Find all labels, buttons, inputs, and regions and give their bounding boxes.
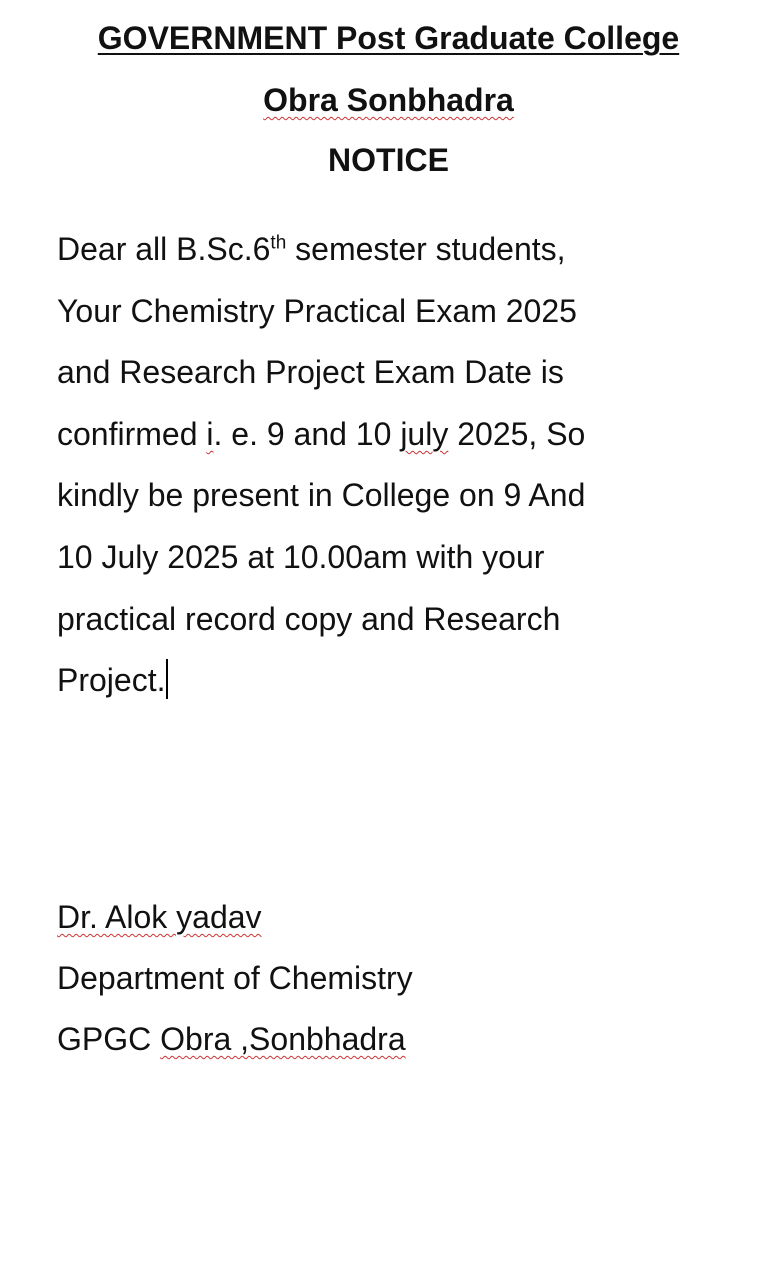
body-line-7: practical record copy and Research	[57, 600, 561, 637]
college-place-text: Obra Sonbhadra	[263, 82, 514, 118]
notice-title-text: NOTICE	[328, 142, 449, 178]
body-line-8-text: Project.	[57, 662, 166, 699]
body-line-6: 10 July 2025 at 10.00am with your	[57, 538, 545, 575]
signatory-name: Dr. Alok yadav	[57, 899, 262, 935]
college-place	[0, 80, 777, 120]
spellcheck-word-july: july	[400, 415, 449, 452]
college-title	[0, 18, 777, 58]
institution-abbrev: GPGC	[57, 1021, 161, 1057]
body-line-1	[57, 219, 757, 281]
body-line-1-start: Dear all B.Sc.6	[57, 231, 271, 267]
institution-location: Obra ,Sonbhadra	[160, 1021, 406, 1057]
body-line-4-c: . e. 9 and 10	[213, 415, 401, 452]
body-line-5: kindly be present in College on 9 And	[57, 477, 586, 514]
body-line-4	[57, 404, 757, 466]
ordinal-suffix: th	[270, 232, 287, 254]
notice-body	[57, 219, 757, 712]
notice-title	[0, 140, 777, 180]
spellcheck-word-i: i	[206, 415, 214, 452]
body-line-1-end: semester students,	[286, 231, 566, 267]
college-title-text: GOVERNMENT Post Graduate College	[97, 20, 680, 56]
signatory-department: Department of Chemistry	[57, 960, 413, 996]
signatory-institution	[57, 1009, 757, 1070]
body-line-2: Your Chemistry Practical Exam 2025	[57, 292, 577, 329]
body-line-8[interactable]	[57, 650, 757, 712]
body-line-4-e: 2025, So	[448, 415, 586, 452]
signature-block	[57, 887, 757, 1070]
text-cursor	[166, 659, 168, 699]
body-line-3: and Research Project Exam Date is	[57, 354, 564, 391]
body-line-4-a: confirmed	[57, 415, 207, 452]
